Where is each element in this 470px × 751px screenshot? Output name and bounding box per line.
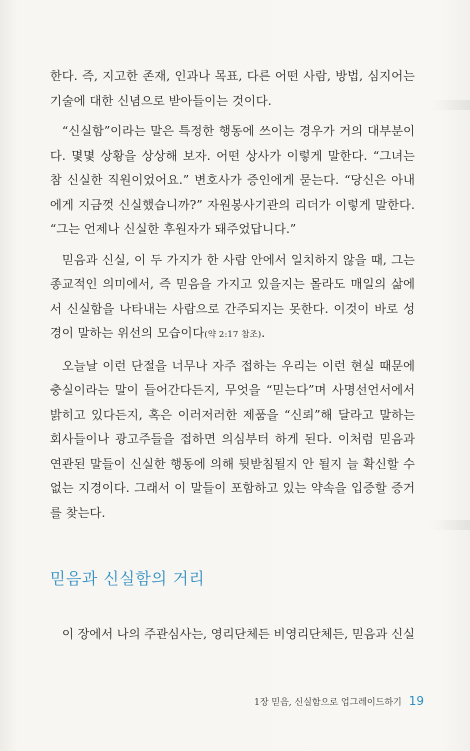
paragraph-3: [50, 248, 415, 348]
page-footer: [254, 694, 424, 708]
edge-shadow: [430, 100, 470, 110]
section-heading: 믿음과 신실함의 거리: [50, 569, 205, 588]
paragraph-4: 오늘날 이런 단절을 너무나 자주 접하는 우리는 이런 현실 때문에 충실이라는 말이 들어간다든지, 무엇을 “믿는다”며 사명선언서에서 밝히고 있다든지, 혹은 이러저러한 제품을 “신뢰”해 달라고 말하는 회사들이나 광고주들을 접하면 의심부터 하게 된다. 이처럼 믿음과 연관된 말들이 신실한 행동에 의해 뒷받침될지 안 될지 늘 확신할 수 없는 지경이다. 그래서 이 말들이 포함하고 있는 약속을 입증할 증거를 찾는다.: [50, 358, 415, 520]
paragraph-3-text: 믿음과 신실, 이 두 가지가 한 사람 안에서 일치하지 않을 때, 그는 종교적인 의미에서, 즉 믿음을 가지고 있을지는 몰라도 매일의 삶에서 신실함을 나타내는 사람으로 간주되지는 못한다. 이것이 바로 성경이 말하는 위선의 모습이다: [50, 252, 415, 340]
paragraph-2: “신실함”이라는 말은 특정한 행동에 쓰이는 경우가 거의 대부분이다. 몇몇 상황을 상상해 보자. 어떤 상사가 이렇게 말한다. “그녀는 참 신실한 직원이었어요.” 변호사가 증인에게 묻는다. “당신은 아내에게 지금껏 신실했습니까?” 자원봉사기관의 리더가 이렇게 말한다. “그는 언제나 신실한 후원자가 돼주었답니다.”: [50, 124, 415, 236]
edge-shadow: [430, 520, 470, 530]
paragraph-3-end: .: [261, 326, 266, 340]
body-text: [50, 64, 415, 525]
paragraph-1: 한다. 즉, 지고한 존재, 인과나 목표, 다른 어떤 사람, 방법, 심지어는 기술에 대한 신념으로 받아들이는 것이다.: [50, 69, 415, 108]
running-footer-chapter-title: 1장 믿음, 신실함으로 업그레이드하기: [254, 698, 402, 708]
page-number: 19: [408, 694, 424, 708]
paragraph-5: 이 장에서 나의 주관심사는, 영리단체든 비영리단체든, 믿음과 신실: [62, 627, 415, 641]
scripture-reference: (약 2:17 참조): [204, 330, 262, 340]
